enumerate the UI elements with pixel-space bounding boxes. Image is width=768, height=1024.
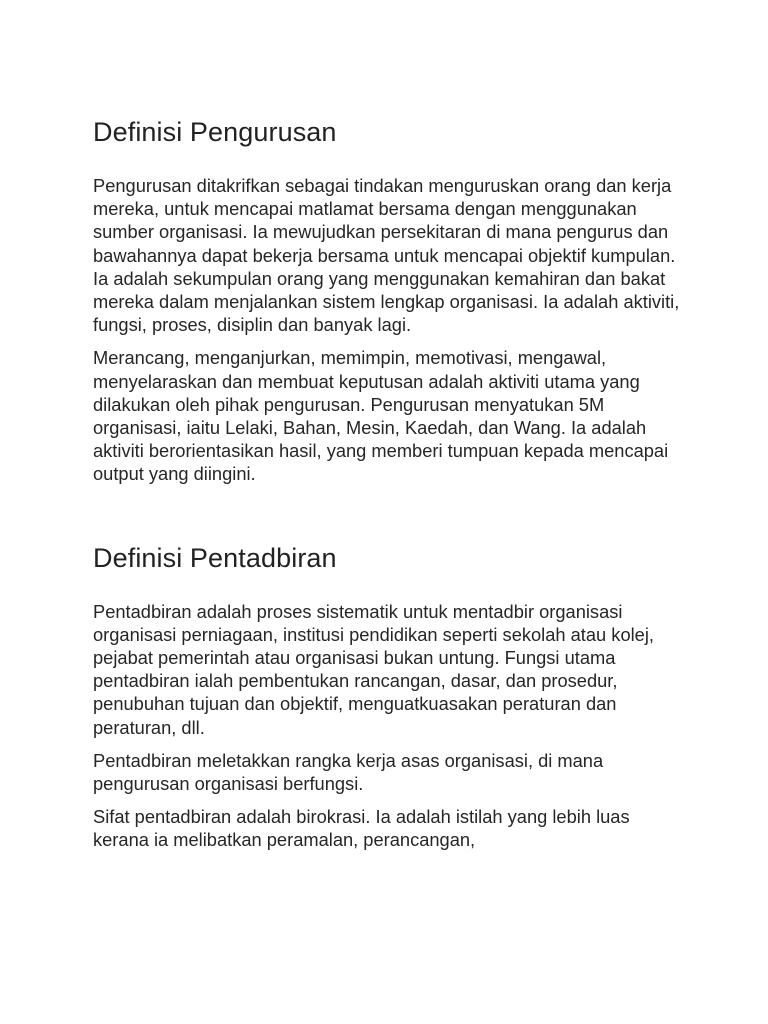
paragraph: Sifat pentadbiran adalah birokrasi. Ia adalah istilah yang lebih luas kerana ia melibatkan peramalan, perancangan, xyxy=(93,806,630,851)
paragraph: Pentadbiran meletakkan rangka kerja asas organisasi, di mana pengurusan organisasi berfungsi. xyxy=(93,749,604,795)
section-title: Definisi Pengurusan xyxy=(93,117,337,147)
document-page xyxy=(93,112,683,852)
section-title: Definisi Pentadbiran xyxy=(93,542,337,573)
paragraph: Pengurusan ditakrifkan sebagai tindakan menguruskan orang dan kerja mereka, untuk mencapai matlamat bersama dengan menggunakan sumber organisasi. Ia mewujudkan persekitaran di mana pengurus dan bawahannya dapat bekerja bersama untuk mencapai objektif kumpulan. Ia adalah sekumpulan orang yang menggunakan kemahiran dan bakat mereka dalam menjalankan sistem lengkap organisasi. Ia adalah aktiviti, fungsi, proses, disiplin dan banyak lagi. xyxy=(93,175,680,336)
paragraph: Pentadbiran adalah proses sistematik untuk mentadbir organisasi organisasi perniagaan, institusi pendidikan seperti sekolah atau kolej, pejabat pemerintah atau organisasi bukan untung. Fungsi utama pentadbiran ialah pembentukan rancangan, dasar, dan prosedur, penubuhan tujuan dan objektif, menguatkuasakan peraturan dan peraturan, dll. xyxy=(93,600,654,738)
paragraph: Merancang, menganjurkan, memimpin, memotivasi, mengawal, menyelaraskan dan membuat keputusan adalah aktiviti utama yang dilakukan oleh pihak pengurusan. Pengurusan menyatukan 5M organisasi, iaitu Lelaki, Bahan, Mesin, Kaedah, dan Wang. Ia adalah aktiviti berorientasikan hasil, yang memberi tumpuan kepada mencapai output yang diingini. xyxy=(93,347,669,485)
section-pentadbiran xyxy=(93,538,683,852)
section-pengurusan xyxy=(93,112,683,486)
